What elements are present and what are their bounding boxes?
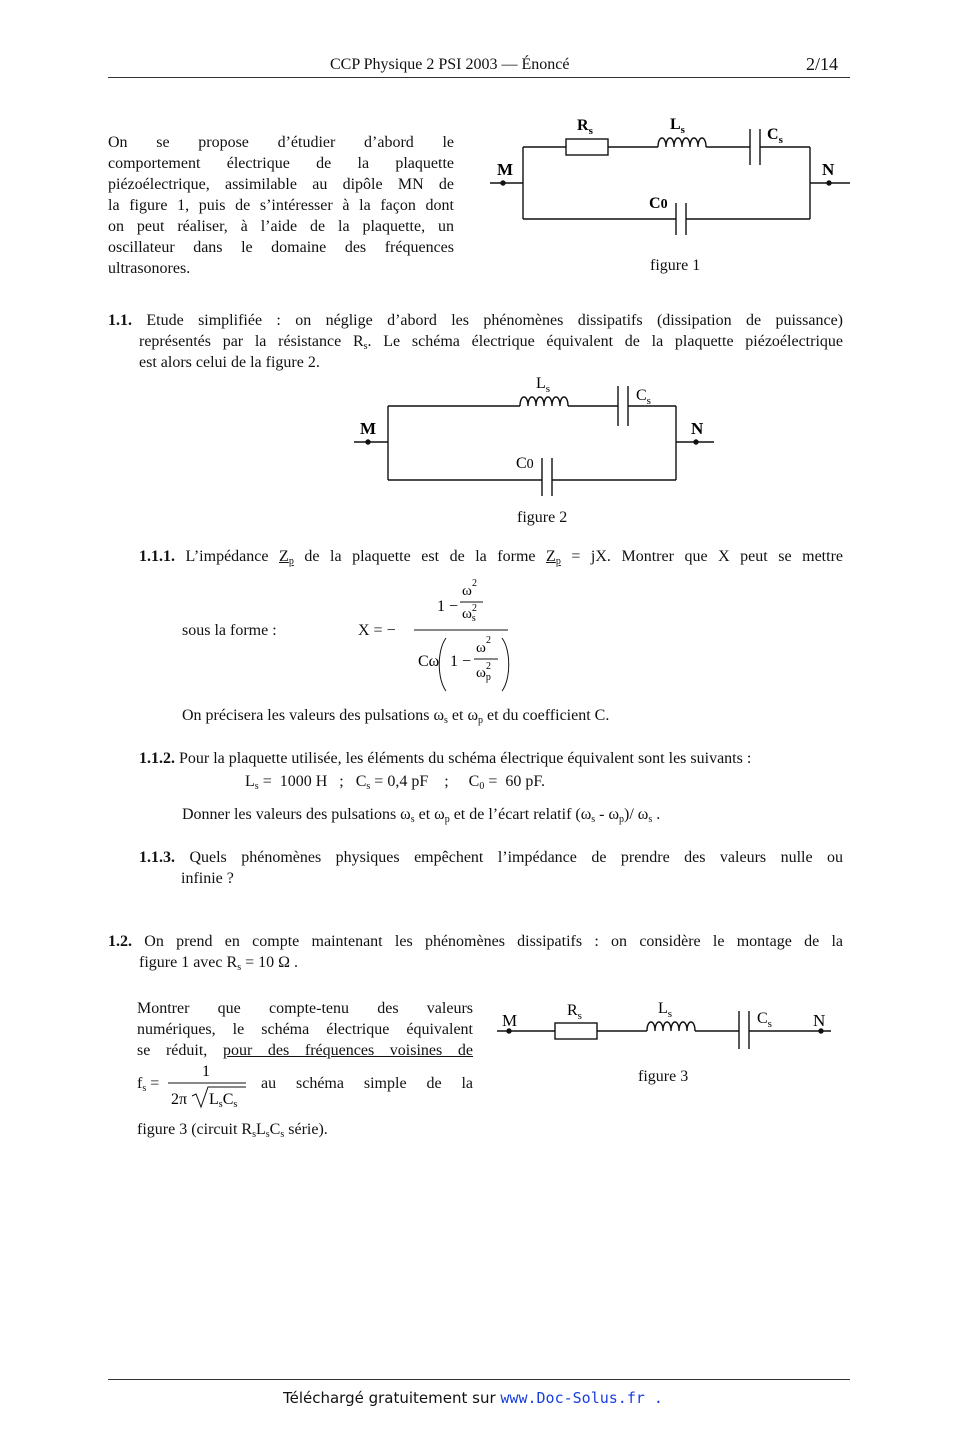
- fig1-node-m: M: [497, 160, 514, 179]
- q11-line1: 1.1. Etude simplifiée : on néglige d’abord les phénomènes dissipatifs (dissipation de puissance): [108, 312, 843, 329]
- q112-line1: 1.1.2. Pour la plaquette utilisée, les éléments du schéma électrique équivalent sont les suivants :: [139, 750, 752, 767]
- fs-lscs: LsCs: [209, 1091, 238, 1110]
- formula-x: [410, 575, 520, 700]
- q112-values: $L_s = 1000$ H ; $C_s = 0,4$ pF ; $C_0 = 60$ pF.: [245, 773, 545, 792]
- intro-paragraph: [108, 132, 454, 279]
- q11-line2: représentés par la résistance $R_s$. Le schéma électrique équivalent de la plaquette piézoélectrique: [139, 333, 844, 352]
- q112-give: Donner les valeurs des pulsations $\omega_s$ et $\omega_p$ et de l’écart relatif $(\omega_s - \omega_p)/$ $\omega_s$ .: [182, 806, 661, 825]
- page-number: 2/14: [806, 54, 839, 74]
- figure-2-circuit: [350, 370, 730, 500]
- fig2-label-ls: $L_s$: [536, 375, 551, 395]
- formula-omega-bottom: ω: [476, 640, 486, 656]
- q12-p-line: se réduit, pour des fréquences voisines de: [137, 1042, 473, 1059]
- formula-sup-2-s: 2: [472, 603, 477, 614]
- q111-precise: On précisera les valeurs des pulsations $\omega_s$ et $\omega_p$ et du coefficient C.: [182, 707, 610, 726]
- q12-au-schema: [261, 1073, 473, 1094]
- q12-line2: figure 1 avec $R_s = 10$ Ω .: [139, 954, 299, 973]
- formula-one-minus-bottom: 1 −: [450, 653, 472, 670]
- q111-line1: 1.1.1. L’impédance $Z_p$ de la plaquette est de la forme $Z_p$ = jX. Montrer que X peut se mettre: [139, 548, 843, 567]
- figure-3-caption: figure 3: [638, 1068, 689, 1085]
- q12-paragraph: [137, 998, 473, 1061]
- q12-p-line: numériques, le schéma électrique équivalent: [137, 1021, 473, 1038]
- q113-line2: infinie ?: [181, 870, 234, 887]
- figure-2-caption: figure 2: [517, 509, 568, 526]
- fig3-label-cs: $C_s$: [757, 1010, 772, 1030]
- footer-link[interactable]: www.Doc-Solus.fr: [500, 1389, 645, 1407]
- formula-one-minus-top: 1 −: [437, 598, 459, 615]
- x-equals-label: X = −: [358, 622, 396, 639]
- fig1-label-ls: $L_s$: [670, 116, 685, 136]
- question-1-2: [108, 931, 843, 973]
- q113-line1: 1.1.3. Quels phénomènes physiques empêchent l’impédance de prendre des valeurs nulle ou: [139, 849, 844, 866]
- fig2-node-n: N: [691, 419, 704, 438]
- intro-line: ultrasonores.: [108, 260, 191, 277]
- formula-omega-top: ω: [462, 583, 472, 599]
- q11-line3: est alors celui de la figure 2.: [139, 354, 320, 371]
- question-1-1: [108, 310, 843, 373]
- q12-last-line: figure 3 (circuit $R_sL_sC_s$ série).: [137, 1121, 328, 1140]
- fig3-node-n: N: [813, 1011, 826, 1030]
- intro-line: la figure 1, puis de s’intéresser à la façon dont: [108, 197, 454, 214]
- formula-c-omega: Cω: [418, 653, 440, 670]
- fs-fraction: [168, 1058, 250, 1114]
- intro-line: on peut réaliser, à l’aide de la plaquette, un: [108, 218, 454, 235]
- fig2-label-c0: C0: [516, 455, 534, 472]
- question-1-1-3: [139, 847, 843, 889]
- q12-line1: 1.2. On prend en compte maintenant les phénomènes dissipatifs : on considère le montage de la: [108, 933, 844, 950]
- running-header: CCP Physique 2 PSI 2003 — Énoncé: [330, 56, 570, 73]
- fig1-label-rs: $R_s$: [577, 117, 593, 137]
- fs-label: $f_s$ =: [137, 1075, 160, 1094]
- fig1-node-n: N: [822, 160, 835, 179]
- intro-line: oscillateur dans le domaine des fréquences: [108, 239, 454, 256]
- q12-au-line: au schéma simple de la: [261, 1075, 473, 1092]
- formula-sup-2-bottom: 2: [486, 635, 491, 646]
- q12-p-line: Montrer que compte-tenu des valeurs: [137, 1000, 473, 1017]
- fs-numerator: 1: [202, 1063, 210, 1080]
- fig3-node-m: M: [502, 1011, 518, 1030]
- header-rule: [108, 77, 850, 78]
- footer-rule: [108, 1379, 850, 1380]
- formula-sup-2-top: 2: [472, 578, 477, 589]
- fig2-label-cs: $C_s$: [636, 387, 651, 407]
- formula-omega-p: $\omega_p$: [476, 665, 491, 683]
- formula-sup-2-p: 2: [486, 661, 491, 672]
- fig3-label-ls: $L_s$: [658, 1000, 673, 1020]
- intro-line: piézoélectrique, assimilable au dipôle MN de: [108, 176, 454, 193]
- question-1-1-2: [139, 748, 843, 769]
- sous-la-forme-label: sous la forme :: [182, 622, 277, 639]
- fig1-label-c0: C0: [649, 195, 668, 212]
- fig3-label-rs: $R_s$: [567, 1002, 582, 1022]
- question-1-1-1: [139, 546, 843, 567]
- figure-1-circuit: [480, 105, 860, 245]
- formula-omega-s: $\omega_s$: [462, 606, 476, 624]
- intro-line: comportement électrique de la plaquette: [108, 155, 454, 172]
- fs-2pi: 2π: [171, 1091, 188, 1108]
- footer: Téléchargé gratuitement sur www.Doc-Solus.fr .: [283, 1389, 663, 1407]
- fig2-node-m: M: [360, 419, 377, 438]
- fig1-label-cs: $C_s$: [767, 126, 783, 146]
- figure-1-caption: figure 1: [650, 257, 701, 274]
- figure-3-circuit: [495, 995, 840, 1055]
- intro-line: On se propose d’étudier d’abord le: [108, 134, 454, 151]
